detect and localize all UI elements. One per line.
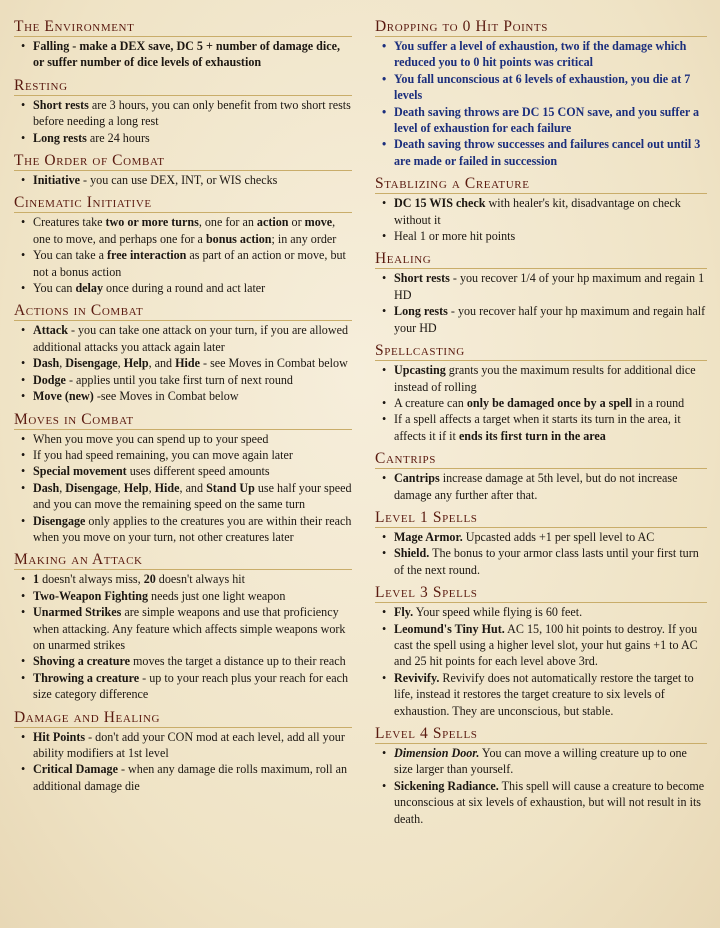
rules-section bbox=[14, 551, 352, 702]
bold-term: ends its first turn in the area bbox=[458, 428, 606, 443]
bullet-text: increase damage at 5th level, but do not increase damage any further after that. bbox=[394, 471, 678, 502]
bullet-item bbox=[14, 571, 352, 587]
bold-term: Disengage bbox=[65, 480, 118, 495]
bullet-item bbox=[14, 729, 352, 762]
bullet-text: , bbox=[59, 480, 66, 495]
bold-term: Revivify. bbox=[394, 670, 440, 685]
rules-section bbox=[14, 709, 352, 795]
bold-term: 20 bbox=[143, 572, 156, 587]
bold-term: Attack bbox=[33, 323, 68, 338]
bullet-text: - when any damage die rolls maximum, roll an additional damage die bbox=[33, 762, 348, 793]
rules-section bbox=[375, 342, 707, 444]
bold-term: bonus action bbox=[205, 231, 272, 246]
bullet-item bbox=[375, 270, 707, 303]
rules-section bbox=[375, 584, 707, 719]
rules-section bbox=[375, 175, 707, 244]
bullet-item bbox=[14, 322, 352, 355]
bullet-text: You can bbox=[33, 281, 76, 296]
bullet-list bbox=[375, 362, 707, 444]
bold-term: Hide bbox=[154, 480, 180, 495]
bullet-item bbox=[14, 513, 352, 546]
bullet-text: , bbox=[59, 356, 66, 371]
rules-section bbox=[14, 411, 352, 546]
bold-term: Long rests bbox=[33, 130, 87, 145]
section-heading: Dropping to 0 Hit Points bbox=[375, 18, 707, 37]
bullet-text: - applies until you take first turn of next round bbox=[65, 372, 293, 387]
bullet-text: If you had speed remaining, you can move again later bbox=[33, 447, 293, 462]
bullet-text: uses different speed amounts bbox=[126, 464, 270, 479]
bullet-item bbox=[14, 588, 352, 604]
bullet-list bbox=[375, 529, 707, 578]
bullet-list bbox=[375, 38, 707, 169]
bullet-text: or bbox=[288, 215, 305, 230]
bold-term: Move (new) bbox=[33, 389, 94, 404]
bold-term: two or more turns bbox=[105, 215, 199, 230]
bullet-text: are simple weapons and use that proficiency when attacking. Any feature which affects simple weapons work on unarmed strikes bbox=[33, 605, 346, 652]
bullet-text: , one to move, and perhaps one for a bbox=[33, 215, 336, 246]
bullet-list bbox=[375, 270, 707, 336]
bullet-list bbox=[375, 195, 707, 244]
bullet-text: in a round bbox=[632, 395, 685, 410]
section-heading: Damage and Healing bbox=[14, 709, 352, 728]
right-column bbox=[375, 18, 707, 833]
bullet-text: - you can use DEX, INT, or WIS checks bbox=[80, 173, 278, 188]
bullet-item bbox=[14, 480, 352, 513]
bullet-text: - you recover half your hp maximum and regain half your HD bbox=[394, 304, 706, 335]
bullet-item bbox=[14, 761, 352, 794]
bullet-item bbox=[375, 362, 707, 395]
bold-term: Disengage bbox=[33, 513, 86, 528]
bullet-text: Death saving throws are DC 15 CON save, and you suffer a level of exhaustion for each failure bbox=[394, 104, 700, 136]
bullet-item bbox=[375, 545, 707, 578]
bullet-item bbox=[375, 604, 707, 620]
section-heading: Cinematic Initiative bbox=[14, 194, 352, 213]
rules-section bbox=[375, 250, 707, 336]
bullet-item bbox=[14, 38, 352, 71]
bullet-text: Revivify does not automatically restore the target to life, instead it restores the target creature to six levels of exhaustion. They are unconscious, but stable. bbox=[394, 670, 694, 718]
bullet-text: , and bbox=[148, 356, 176, 371]
bullet-text: , and bbox=[179, 480, 207, 495]
bullet-text: moves the target a distance up to their reach bbox=[129, 654, 346, 669]
bold-term: Leomund's Tiny Hut. bbox=[394, 621, 505, 636]
bold-term: Dodge bbox=[33, 372, 66, 387]
bullet-item bbox=[375, 745, 707, 778]
bold-term: Initiative bbox=[33, 173, 81, 188]
rules-section bbox=[375, 725, 707, 827]
section-heading: Stablizing a Creature bbox=[375, 175, 707, 194]
bullet-item bbox=[375, 395, 707, 411]
bullet-item bbox=[14, 130, 352, 146]
bold-term: Throwing a creature bbox=[33, 670, 140, 685]
bullet-text: Heal 1 or more hit points bbox=[394, 229, 516, 244]
bullet-list bbox=[14, 172, 352, 188]
rules-section bbox=[14, 302, 352, 404]
section-heading: Actions in Combat bbox=[14, 302, 352, 321]
bullet-text: use half your speed and you can move the remaining speed on the same turn bbox=[33, 480, 352, 512]
bold-term: Short rests bbox=[33, 97, 89, 112]
bold-term: Hit Points bbox=[33, 729, 86, 744]
bold-term: Falling - make a DEX save, DC 5 + number of damage dice, or suffer number of dice levels of exhaustion bbox=[33, 39, 340, 70]
bold-term: DC 15 WIS check bbox=[394, 196, 486, 211]
bullet-text: , one for an bbox=[198, 215, 257, 230]
bullet-text: , bbox=[148, 480, 155, 495]
section-heading: Spellcasting bbox=[375, 342, 707, 361]
bullet-text: - see Moves in Combat below bbox=[200, 356, 348, 371]
section-heading: The Environment bbox=[14, 18, 352, 37]
bullet-text: - up to your reach plus your reach for each size category difference bbox=[33, 670, 349, 702]
bold-term: delay bbox=[75, 281, 104, 296]
bullet-text: This spell will cause a creature to become unconscious at six levels of exhaustion, but will not result in its death. bbox=[394, 778, 705, 826]
bullet-item bbox=[14, 447, 352, 463]
bullet-list bbox=[14, 214, 352, 296]
bullet-text: The bonus to your armor class lasts until your first turn of the next round. bbox=[394, 546, 699, 577]
bullet-text: - you recover 1/4 of your hp maximum and regain 1 HD bbox=[394, 271, 705, 302]
bullet-item bbox=[14, 97, 352, 130]
bullet-text: needs just one light weapon bbox=[148, 588, 286, 603]
bullet-item bbox=[14, 214, 352, 247]
bullet-item bbox=[375, 670, 707, 719]
bold-term: Mage Armor. bbox=[394, 529, 463, 544]
section-heading: Level 4 Spells bbox=[375, 725, 707, 744]
bullet-item bbox=[14, 653, 352, 669]
section-heading: Level 1 Spells bbox=[375, 509, 707, 528]
section-heading: Cantrips bbox=[375, 450, 707, 469]
bold-term: move bbox=[304, 215, 333, 230]
bullet-list bbox=[375, 604, 707, 719]
bullet-text: Upcasted adds +1 per spell level to AC bbox=[462, 529, 655, 544]
rules-section bbox=[375, 509, 707, 578]
bullet-item bbox=[14, 431, 352, 447]
bold-term: Fly. bbox=[394, 605, 414, 620]
bullet-item bbox=[375, 529, 707, 545]
bold-term: Help bbox=[123, 480, 149, 495]
bullet-item bbox=[375, 104, 707, 137]
bullet-item bbox=[375, 470, 707, 503]
bullet-item bbox=[375, 411, 707, 444]
bullet-item bbox=[14, 355, 352, 371]
bullet-item bbox=[375, 228, 707, 244]
bullet-list bbox=[14, 38, 352, 71]
rules-section bbox=[14, 77, 352, 146]
bold-term: Unarmed Strikes bbox=[33, 605, 122, 620]
bold-term: Hide bbox=[175, 356, 201, 371]
bullet-text: You can move a willing creature up to one size larger than yourself. bbox=[394, 746, 687, 777]
bold-term: action bbox=[256, 215, 289, 230]
bold-term: 1 bbox=[33, 572, 40, 587]
bullet-text: grants you the maximum results for additional dice instead of rolling bbox=[394, 363, 696, 394]
section-heading: Level 3 Spells bbox=[375, 584, 707, 603]
bold-term: Shield. bbox=[394, 546, 430, 561]
bullet-item bbox=[375, 303, 707, 336]
bullet-text: AC 15, 100 hit points to destroy. If you cast the spell using a higher level slot, your hut gains +1 to AC and 25 hit points for each level above 3rd. bbox=[394, 621, 698, 669]
bullet-text: are 3 hours, you can only benefit from two short rests before needing a long rest bbox=[33, 97, 351, 129]
section-heading: Moves in Combat bbox=[14, 411, 352, 430]
bullet-text: -see Moves in Combat below bbox=[93, 389, 239, 404]
bullet-text: once during a round and act later bbox=[103, 281, 266, 296]
bullet-list bbox=[14, 431, 352, 546]
bullet-item bbox=[375, 778, 707, 827]
bullet-text: as part of an action or move, but not a bonus action bbox=[33, 248, 346, 279]
section-heading: Resting bbox=[14, 77, 352, 96]
rules-section bbox=[375, 450, 707, 503]
bold-term: Cantrips bbox=[394, 471, 440, 486]
bullet-text: A creature can bbox=[394, 395, 467, 410]
bold-term: Two-Weapon Fighting bbox=[33, 588, 149, 603]
bullet-text: When you move you can spend up to your speed bbox=[33, 431, 269, 446]
bullet-text: ; in any order bbox=[271, 231, 337, 246]
bold-term: Shoving a creature bbox=[33, 654, 130, 669]
bullet-text: with healer's kit, disadvantage on check without it bbox=[394, 196, 681, 227]
bullet-list bbox=[14, 97, 352, 146]
bullet-text: You suffer a level of exhaustion, two if the damage which reduced you to 0 hit points was critical bbox=[394, 39, 687, 70]
bold-term: Disengage bbox=[65, 356, 118, 371]
bullet-item bbox=[14, 372, 352, 388]
bold-term: Dash bbox=[33, 356, 60, 371]
bullet-text: You fall unconscious at 6 levels of exhaustion, you die at 7 levels bbox=[394, 71, 691, 103]
bullet-item bbox=[375, 621, 707, 670]
bullet-list bbox=[375, 470, 707, 503]
bullet-item bbox=[375, 195, 707, 228]
bullet-text: are 24 hours bbox=[86, 130, 150, 145]
bullet-list bbox=[14, 729, 352, 795]
bullet-text: doesn't always hit bbox=[155, 572, 245, 587]
bullet-item bbox=[14, 280, 352, 296]
bullet-text: If a spell affects a target when it starts its turn in the area, it affects it if it bbox=[394, 412, 681, 443]
rules-section bbox=[14, 194, 352, 296]
rules-section bbox=[14, 152, 352, 188]
bullet-text: Creatures take bbox=[33, 215, 106, 230]
bullet-text: - you can take one attack on your turn, if you are allowed additional attacks you attack again later bbox=[33, 323, 349, 354]
bullet-item bbox=[14, 388, 352, 404]
bold-term: Help bbox=[123, 356, 149, 371]
bold-term: Dimension Door. bbox=[394, 746, 480, 760]
bold-term: Special movement bbox=[33, 464, 127, 479]
bullet-text: doesn't always miss, bbox=[39, 572, 144, 587]
bold-term: Long rests bbox=[394, 304, 448, 319]
bold-term: free interaction bbox=[107, 248, 187, 263]
left-column bbox=[14, 18, 352, 800]
bullet-list bbox=[14, 571, 352, 702]
bullet-item bbox=[14, 463, 352, 479]
bullet-text: Death saving throw successes and failures cancel out until 3 are made or failed in succession bbox=[394, 137, 701, 168]
bullet-item bbox=[375, 38, 707, 71]
bullet-item bbox=[375, 136, 707, 169]
bullet-text: - don't add your CON mod at each level, add all your ability modifiers at 1st level bbox=[33, 729, 345, 760]
bullet-list bbox=[375, 745, 707, 827]
bold-term: Sickening Radiance. bbox=[394, 778, 499, 793]
bullet-text: only applies to the creatures you are within their reach when you move on your turn, not other creatures later bbox=[33, 513, 352, 544]
section-heading: The Order of Combat bbox=[14, 152, 352, 171]
rules-section bbox=[375, 18, 707, 169]
bullet-item bbox=[375, 71, 707, 104]
bullet-text: , bbox=[117, 480, 124, 495]
bold-term: only be damaged once by a spell bbox=[466, 395, 633, 410]
bullet-item bbox=[14, 670, 352, 703]
bullet-text: Your speed while flying is 60 feet. bbox=[413, 605, 583, 620]
section-heading: Making an Attack bbox=[14, 551, 352, 570]
bullet-item bbox=[14, 172, 352, 188]
bold-term: Upcasting bbox=[394, 363, 446, 378]
bold-term: Short rests bbox=[394, 271, 450, 286]
bold-term: Dash bbox=[33, 480, 60, 495]
section-heading: Healing bbox=[375, 250, 707, 269]
bullet-list bbox=[14, 322, 352, 404]
bullet-text: You can take a bbox=[33, 248, 108, 263]
bullet-item bbox=[14, 247, 352, 280]
bold-term: Critical Damage bbox=[33, 762, 118, 777]
bold-term: Stand Up bbox=[206, 480, 255, 495]
bullet-text: , bbox=[117, 356, 124, 371]
bullet-item bbox=[14, 604, 352, 653]
rules-section bbox=[14, 18, 352, 71]
